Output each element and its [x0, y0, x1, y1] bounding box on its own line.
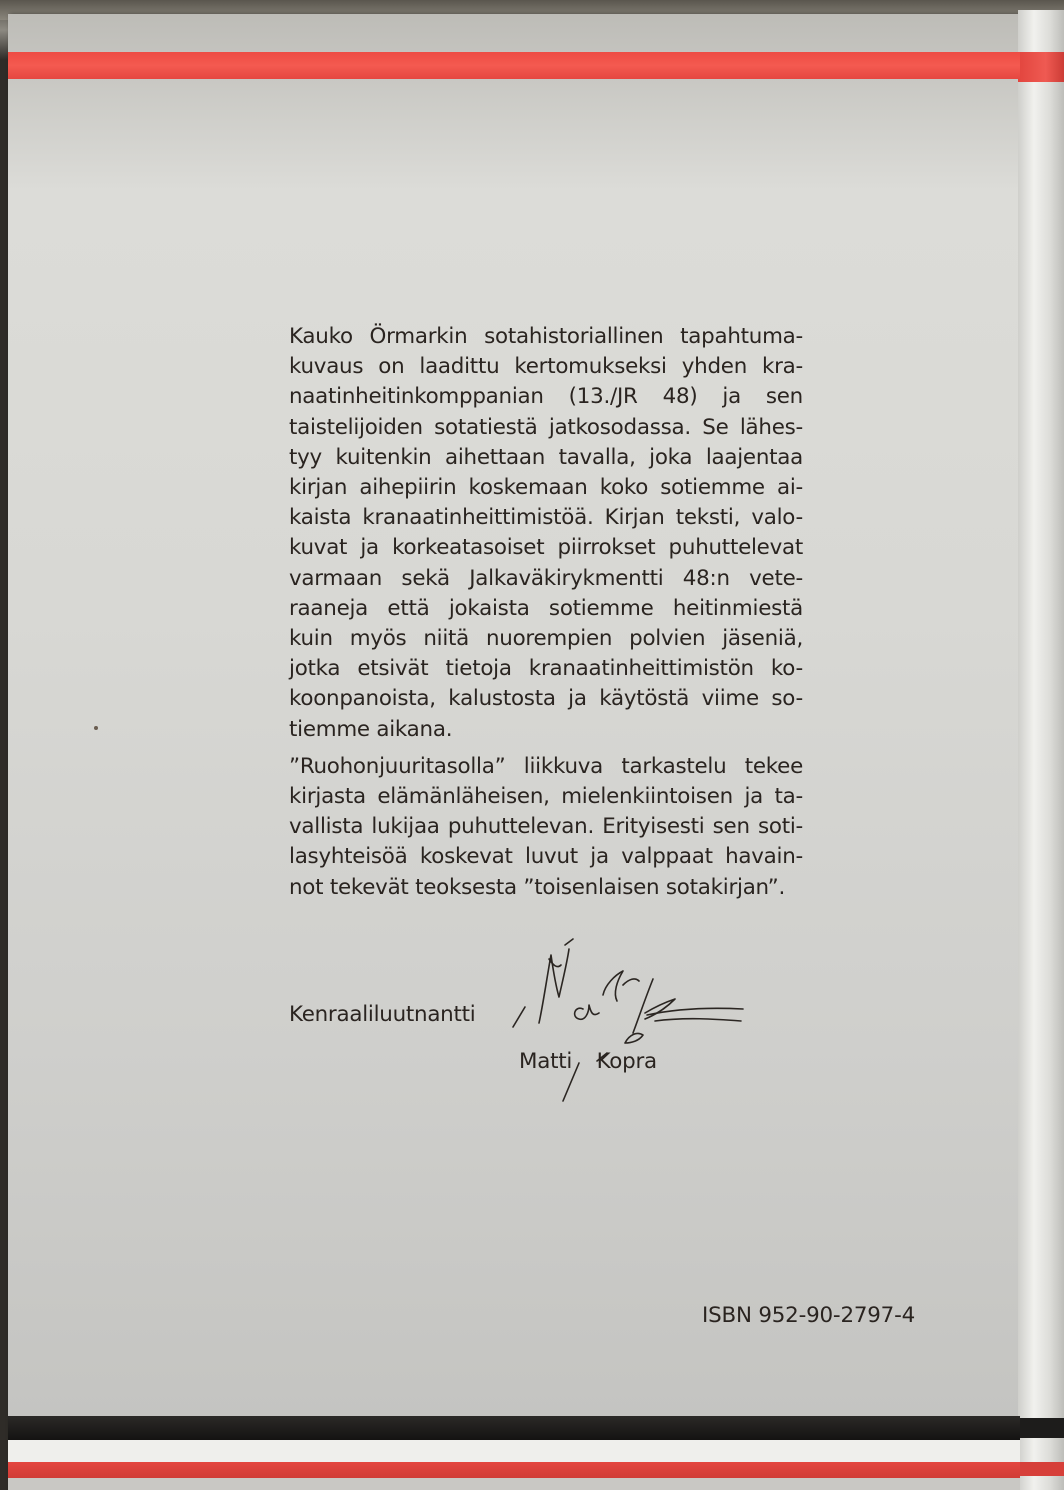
- cover-speck: [94, 726, 98, 730]
- text-line: tiemme aikana.: [289, 716, 453, 742]
- spine-red-stripe: [1018, 52, 1064, 82]
- text-line: kuin myös niitä nuorempien polvien jäseniä,: [289, 626, 803, 652]
- signatory-title: Kenraaliluutnantti: [289, 1002, 476, 1027]
- bottom-dark-stripe: [8, 1416, 1020, 1440]
- text-line: jotka etsivät tietoja kranaatinheittimistön ko-: [289, 656, 803, 682]
- text-line: ”Ruohonjuuritasolla” liikkuva tarkastelu tekee: [289, 753, 803, 779]
- text-line: taistelijoiden sotatiestä jatkosodassa. Se lähes-: [289, 414, 803, 440]
- text-line: not tekevät teoksesta ”toisenlaisen sotakirjan”.: [289, 874, 786, 900]
- text-line: varmaan sekä Jalkaväkirykmentti 48:n vete-: [289, 565, 803, 591]
- text-line: koonpanoista, kalustosta ja käytöstä viime so-: [289, 686, 803, 712]
- text-line: kirjan aihepiirin koskemaan koko sotiemme ai-: [289, 475, 803, 501]
- top-red-stripe: [8, 52, 1020, 79]
- text-line: kuvaus on laadittu kertomukseksi yhden kra-: [289, 354, 803, 380]
- text-line: raaneja että jokaista sotiemme heitinmiestä: [289, 595, 803, 621]
- text-line: lasyhteisöä koskevat luvut ja valppaat havain-: [289, 844, 803, 870]
- text-line: naatinheitinkomppanian (13./JR 48) ja sen: [289, 384, 803, 410]
- spine-red-bottom-stripe: [1018, 1462, 1064, 1476]
- text-line: kaista kranaatinheittimistöä. Kirjan teksti, valo-: [289, 505, 803, 531]
- book-bottom-edge: [8, 1478, 1020, 1490]
- handwritten-signature: [505, 935, 755, 1110]
- bottom-white-stripe: [8, 1440, 1020, 1462]
- book-spine: [1018, 10, 1064, 1490]
- spine-dark-stripe: [1018, 1418, 1064, 1438]
- text-line: kirjasta elämänläheisen, mielenkiintoisen ja ta-: [289, 784, 803, 810]
- blurb-paragraph-2: [289, 752, 803, 903]
- signatory-name: Matti Kopra: [519, 1049, 657, 1074]
- text-line: tyy kuitenkin aihettaan tavalla, joka laajentaa: [289, 444, 803, 470]
- isbn-number: ISBN 952-90-2797-4: [702, 1303, 916, 1328]
- blurb-paragraph-1: [289, 322, 803, 745]
- bottom-red-stripe: [8, 1462, 1020, 1478]
- text-line: vallista lukijaa puhuttelevan. Erityisesti sen soti-: [289, 814, 803, 840]
- text-line: Kauko Örmarkin sotahistoriallinen tapahtuma-: [289, 324, 803, 349]
- blurb-text: [289, 322, 803, 903]
- text-line: kuvat ja korkeatasoiset piirrokset puhuttelevat: [289, 535, 803, 561]
